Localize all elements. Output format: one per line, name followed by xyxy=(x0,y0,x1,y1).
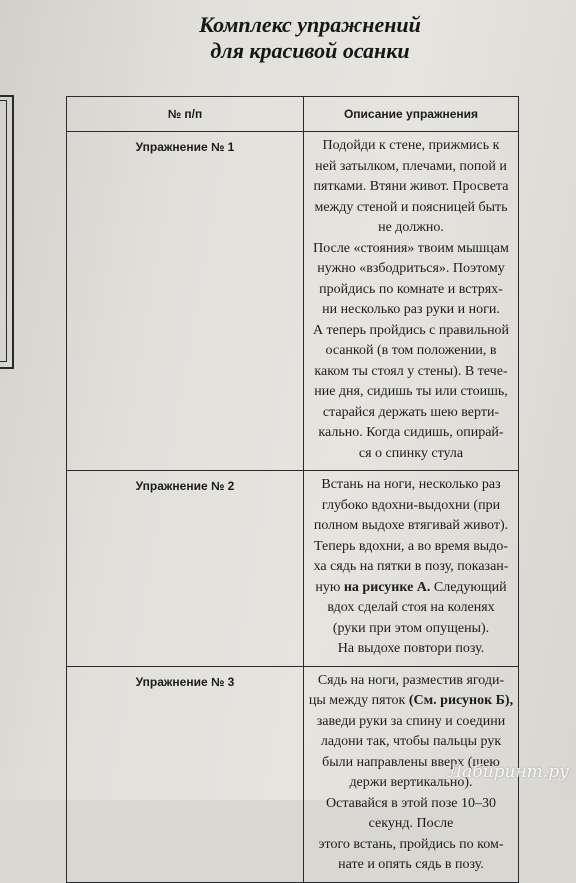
desc-line: были направлены вверх (шею xyxy=(322,754,500,770)
desc-line: ся о спинку стула xyxy=(358,445,464,461)
desc-line: между стеной и поясницей быть xyxy=(314,199,508,215)
title-line-2: для красивой осанки xyxy=(210,38,410,63)
desc-line: Подойди к стене, прижмись к xyxy=(322,138,500,153)
desc-line: не должно. xyxy=(378,220,444,235)
desc-line: нужно «взбодриться». Поэтому xyxy=(317,261,505,276)
desc-line: полном выдохе втягивай живот). xyxy=(313,518,509,533)
desc-line: заведи руки за спину и соедини xyxy=(316,713,506,729)
desc-line: держи вертикально). xyxy=(349,775,473,790)
desc-line: ней затылком, плечами, попой и xyxy=(315,158,507,174)
desc-line: осанкой (в том положении, в xyxy=(325,343,497,358)
figure-ref-b: (См. рисунок Б), xyxy=(408,693,514,708)
desc-line-mixed xyxy=(306,691,516,712)
desc-line: ни несколько раз руки и ноги. xyxy=(322,302,500,317)
exercise-name: Упражнение № 3 xyxy=(67,666,304,882)
figure-ref-a: на рисунке А. xyxy=(343,579,431,595)
desc-line: вдох сделай стоя на коленях xyxy=(327,600,495,615)
desc-line: старайся держать шею верти- xyxy=(322,404,500,420)
desc-line: этого встань, пройдись по ком- xyxy=(318,836,504,852)
desc-line: ние дня, сидишь ты или стоишь, xyxy=(314,384,508,399)
header-description: Описание упражнения xyxy=(304,97,519,132)
exercise-description xyxy=(304,132,519,471)
table-row xyxy=(67,471,519,667)
exercise-name: Упражнение № 1 xyxy=(67,132,304,471)
desc-line: кально. Когда сидишь, опирай- xyxy=(318,425,504,440)
desc-line: На выдохе повтори позу. xyxy=(337,641,485,656)
desc-line: А теперь пройдись с правильной xyxy=(312,322,510,338)
desc-text: цы между пяток xyxy=(308,693,406,708)
desc-line: ха сядь на пятки в позу, показан- xyxy=(313,559,509,574)
page-border-ornament-inner xyxy=(0,100,7,362)
desc-line: пройдись по комнате и встрях- xyxy=(319,281,503,297)
desc-line: (руки при этом опущены). xyxy=(332,620,490,636)
desc-text: Следующий xyxy=(430,579,507,595)
desc-line: Встань на ноги, несколько раз xyxy=(321,477,501,492)
table-header-row xyxy=(67,97,519,132)
exercise-name: Упражнение № 2 xyxy=(67,471,304,667)
desc-line: Теперь вдохни, а во время выдо- xyxy=(314,538,508,554)
title-line-1: Комплекс упражнений xyxy=(199,12,421,37)
desc-line: нате и опять сядь в позу. xyxy=(338,857,484,872)
desc-line: После «стояния» твоим мышцам xyxy=(313,240,509,256)
exercise-description xyxy=(304,471,519,667)
desc-line: Оставайся в этой позе 10–30 секунд. После xyxy=(326,795,496,831)
table-row xyxy=(67,132,519,471)
header-number: № п/п xyxy=(67,97,304,132)
desc-line: Сядь на ноги, разместив ягоди- xyxy=(317,672,505,688)
desc-line: каком ты стоял у стены). В тече- xyxy=(314,363,508,379)
desc-text: ную xyxy=(315,579,341,595)
desc-line: ладони так, чтобы пальцы рук xyxy=(320,734,502,749)
page-title xyxy=(120,12,500,64)
desc-line: пятками. Втяни живот. Просвета xyxy=(313,179,509,194)
desc-line-mixed xyxy=(306,578,516,599)
watermark: Лабиринт.ру xyxy=(448,762,569,782)
desc-line: глубоко вдохни-выдохни (при xyxy=(321,497,501,513)
